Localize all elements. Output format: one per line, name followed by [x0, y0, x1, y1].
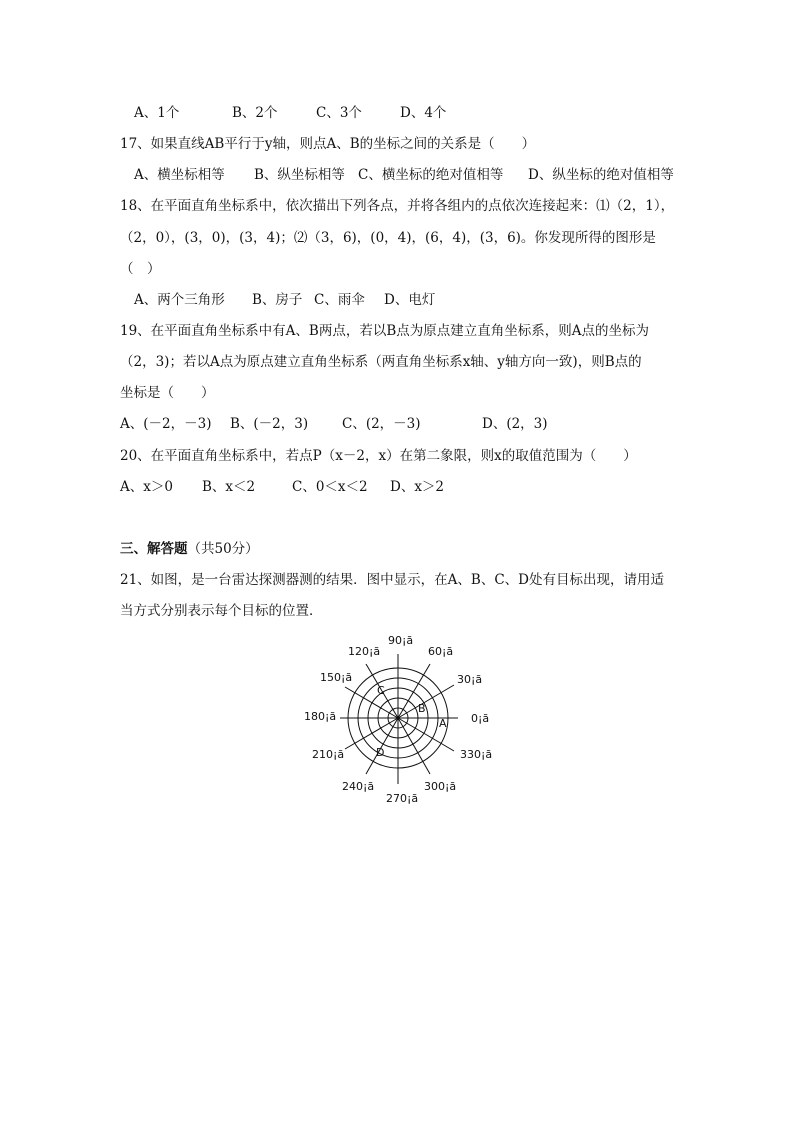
section-title-text: 三、解答题 — [120, 541, 188, 557]
q19-option-c: C、(2，－3) — [342, 416, 421, 432]
ray-150 — [345, 687, 398, 718]
q18-option-c: C、雨伞 — [314, 292, 365, 308]
q20-stem: 20、在平面直角坐标系中，若点P（x－2，x）在第二象限，则x的取值范围为（ ） — [120, 448, 637, 464]
q19-option-b: B、(－2，3) — [230, 416, 309, 432]
angle-label-300: 300¡ã — [424, 780, 457, 793]
q16-option-d: D、4个 — [400, 105, 447, 121]
q20-option-d: D、x＞2 — [390, 479, 445, 495]
q19-line-2: （2，3)；若以A点为原点建立直角坐标系（两直角坐标系x轴、y轴方向一致)，则B点的 — [120, 354, 642, 370]
angle-label-270: 270¡ã — [386, 792, 419, 805]
q16-option-a: A、1个 — [134, 105, 180, 121]
q18-option-b: B、房子 — [252, 292, 303, 308]
q18-option-a: A、两个三角形 — [134, 292, 225, 308]
q17-option-d: D、纵坐标的绝对值相等 — [528, 167, 674, 183]
angle-label-180: 180¡ã — [304, 710, 337, 723]
q20-option-a: A、x＞0 — [120, 479, 173, 495]
q21-line-2: 当方式分别表示每个目标的位置． — [120, 603, 323, 619]
angle-label-150: 150¡ã — [320, 671, 353, 684]
q16-option-c: C、3个 — [316, 105, 362, 121]
ray-210 — [345, 718, 398, 749]
q20-option-b: B、x＜2 — [202, 479, 256, 495]
q17-stem: 17、如果直线AB平行于y轴，则点A、B的坐标之间的关系是（ ） — [120, 136, 536, 152]
q19-option-a: A、(－2，－3) — [120, 416, 212, 432]
target-d: D — [376, 746, 385, 759]
section-title — [120, 539, 259, 559]
q18-line-2: （2，0），(3，0)，(3，4)；⑵（3，6)，(0，4)，(6，4)，(3，6)。你发现所得的图形是 — [120, 230, 656, 246]
q17-option-a: A、横坐标相等 — [134, 167, 225, 183]
q19-line-3: 坐标是（ ） — [120, 385, 215, 401]
target-a: A — [439, 717, 447, 730]
q16-options — [134, 103, 446, 123]
q18-option-d: D、电灯 — [384, 292, 436, 308]
q20-option-c: C、0＜x＜2 — [292, 479, 368, 495]
q17-option-b: B、纵坐标相等 — [254, 167, 345, 183]
angle-label-0: 0¡ã — [471, 712, 490, 725]
q17-option-c: C、横坐标的绝对值相等 — [358, 167, 504, 183]
q18-options — [134, 290, 435, 310]
q18-line-3: （ ） — [120, 261, 161, 277]
q19-options — [120, 414, 548, 434]
target-c: C — [377, 684, 385, 697]
angle-label-210: 210¡ã — [312, 748, 345, 761]
radar-diagram — [300, 628, 500, 808]
q21-line-1: 21、如图，是一台雷达探测器测的结果．图中显示，在A、B、C、D处有目标出现，请用适 — [120, 572, 665, 588]
q19-option-d: D、(2，3) — [482, 416, 548, 432]
target-b: B — [418, 702, 426, 715]
q17-options — [134, 165, 674, 185]
angle-label-120: 120¡ã — [348, 645, 381, 658]
angle-label-330: 330¡ã — [460, 748, 493, 761]
section-points: （共50分） — [187, 541, 259, 557]
q20-options — [120, 477, 444, 497]
q18-line-1: 18、在平面直角坐标系中，依次描出下列各点，并将各组内的点依次连接起来：⑴（2，1）， — [120, 198, 675, 214]
angle-label-240: 240¡ã — [342, 780, 375, 793]
q19-line-1: 19、在平面直角坐标系中有A、B两点，若以B点为原点建立直角坐标系，则A点的坐标为 — [120, 323, 650, 339]
angle-label-90: 90¡ã — [388, 634, 414, 647]
q16-option-b: B、2个 — [232, 105, 278, 121]
angle-label-60: 60¡ã — [428, 645, 454, 658]
angle-label-30: 30¡ã — [457, 673, 483, 686]
